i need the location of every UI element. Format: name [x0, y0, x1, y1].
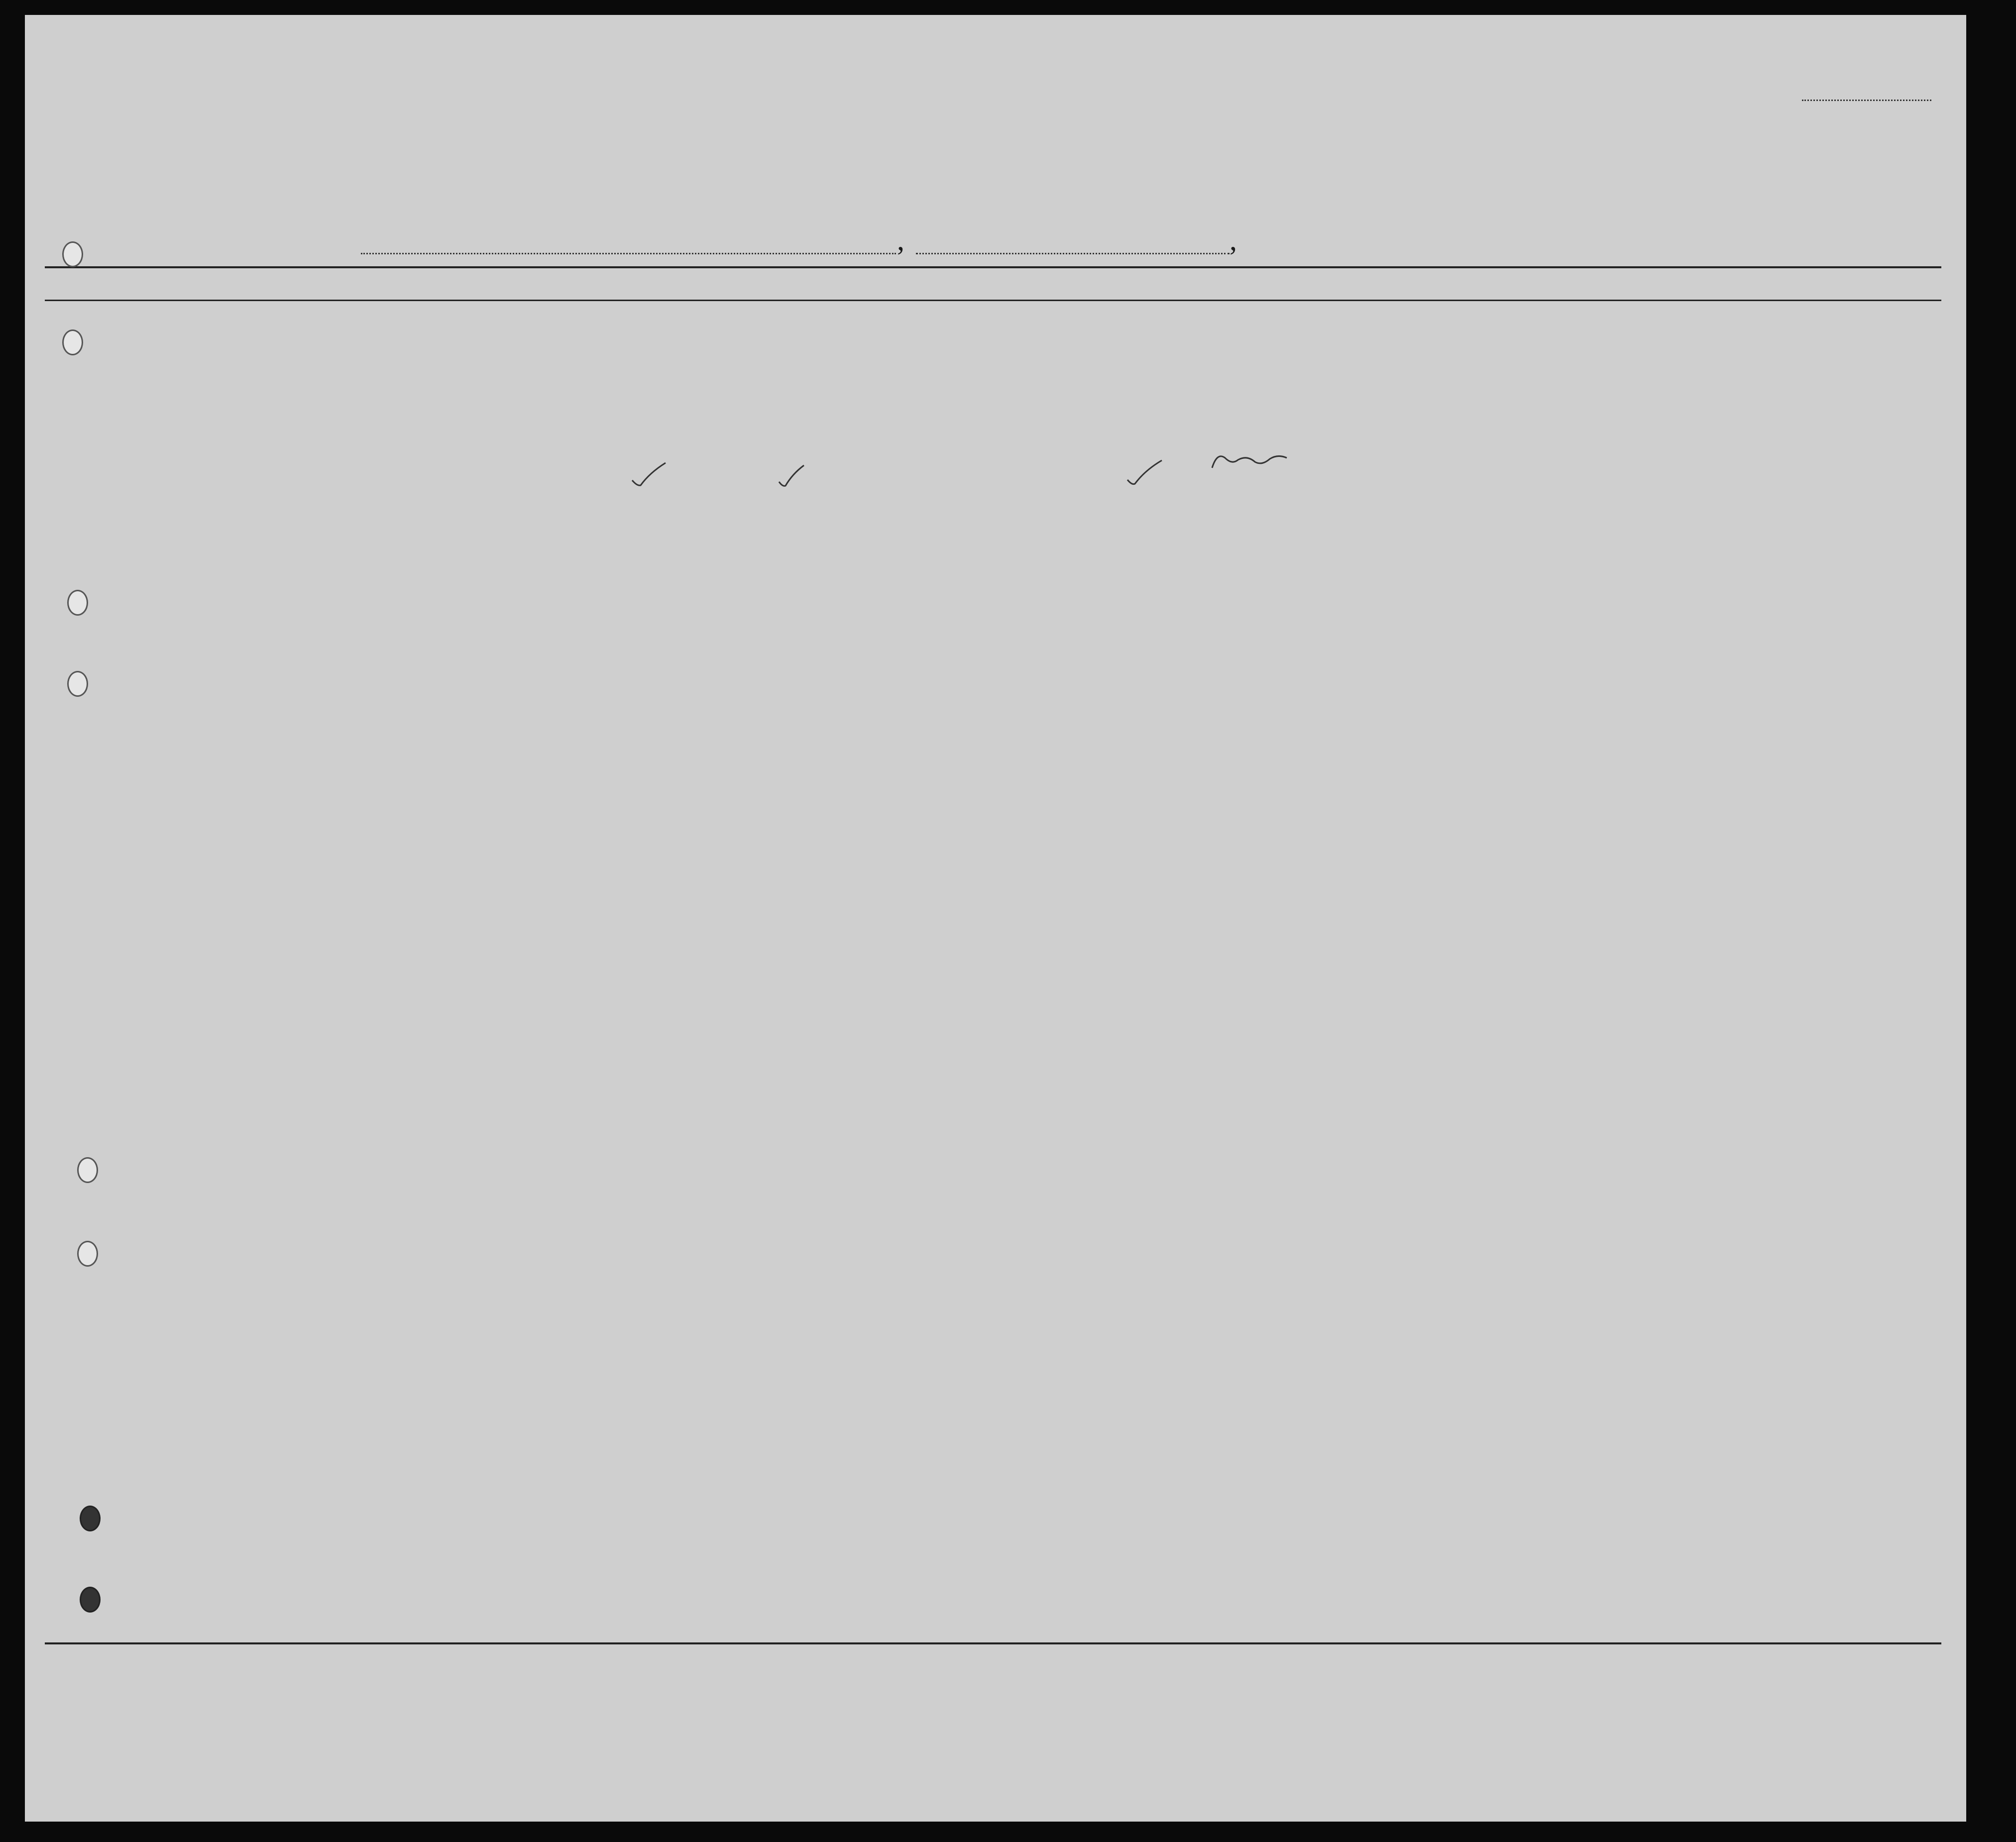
hdr-feet — [1685, 403, 1700, 438]
ledger-grid — [25, 15, 1966, 1822]
hdr-inches — [1706, 403, 1721, 443]
comma-separator-2: , — [1230, 223, 1237, 256]
punch-hole — [62, 329, 83, 355]
check-mark-joining — [1125, 458, 1165, 488]
check-mark-ticket — [630, 460, 670, 490]
hdr-anarchist — [1400, 316, 1417, 440]
hdr-polygamist — [1371, 316, 1388, 440]
hdr-labor-offer — [1476, 316, 1508, 440]
punch-hole — [67, 590, 88, 616]
hdr-become-citizen — [1302, 326, 1327, 440]
punch-hole — [77, 1241, 98, 1267]
handwritten-annotation — [1207, 448, 1292, 473]
hdr-deported — [1528, 316, 1551, 440]
hdr-ticket — [603, 316, 633, 440]
punch-hole — [62, 241, 83, 267]
punch-hole — [77, 1157, 98, 1183]
check-mark-money — [777, 463, 806, 490]
hdr-length-of-stay — [1239, 326, 1264, 440]
comma-separator: , — [897, 223, 904, 256]
punch-hole — [80, 1506, 101, 1531]
manifest-sheet — [25, 15, 1966, 1822]
hdr-prison — [1337, 316, 1361, 440]
punch-hole — [67, 671, 88, 697]
punch-hole — [80, 1587, 101, 1613]
hdr-overthrow — [1429, 316, 1468, 440]
hdr-purpose-return — [1187, 326, 1222, 440]
hdr-money — [727, 316, 752, 440]
